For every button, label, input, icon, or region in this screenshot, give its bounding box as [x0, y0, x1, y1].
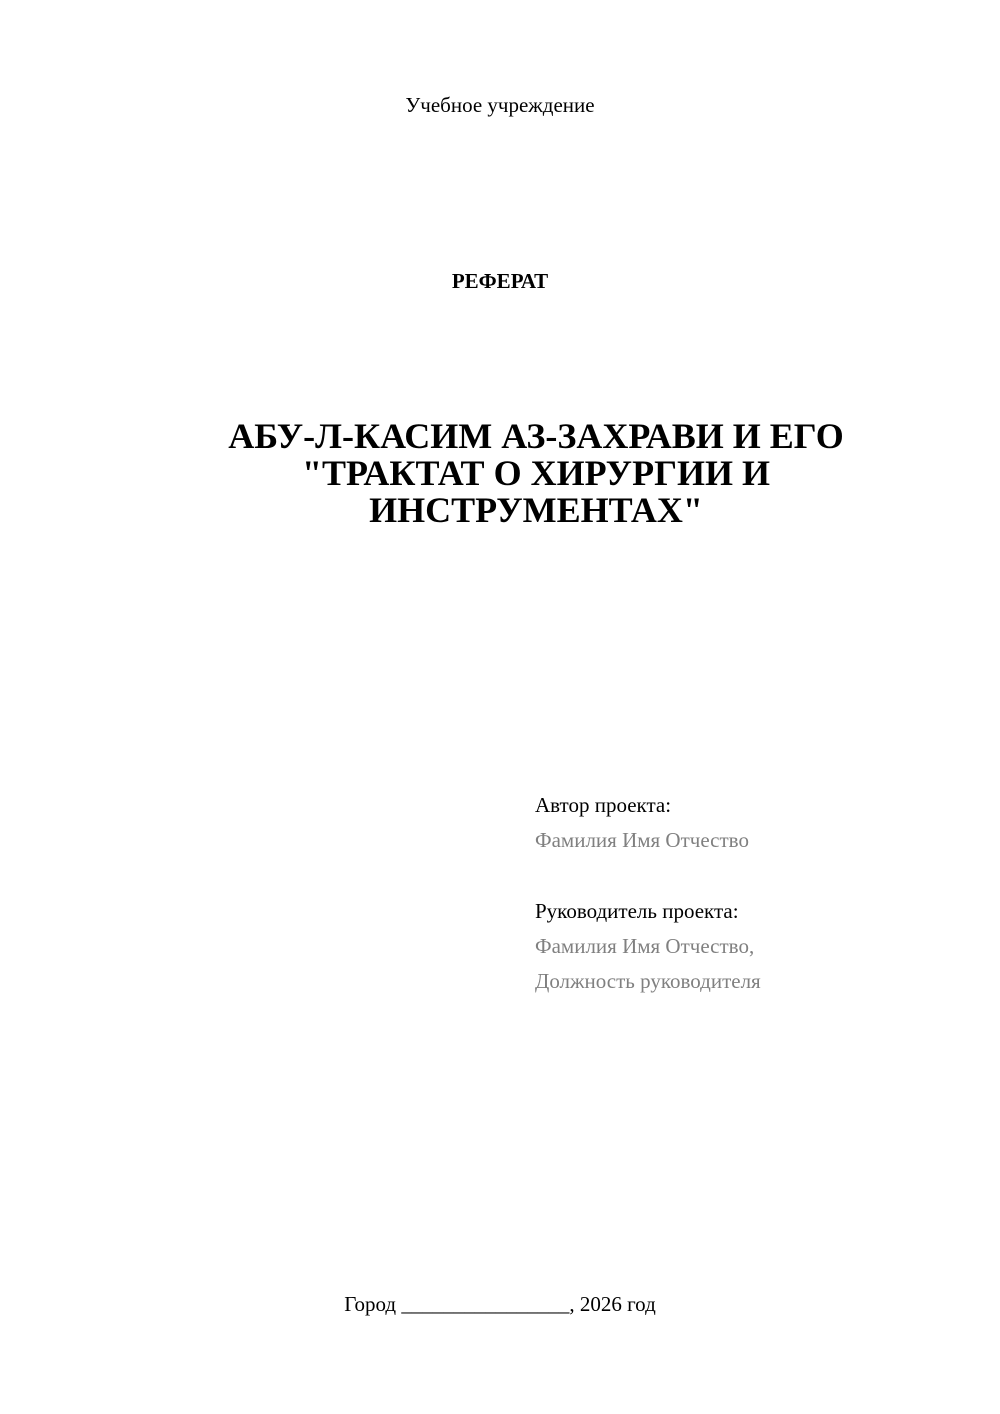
title-line: ИНСТРУМЕНТАХ" [369, 490, 703, 530]
title-line: АБУ-Л-КАСИМ АЗ-ЗАХРАВИ И ЕГО [228, 416, 844, 456]
document-title [196, 418, 876, 529]
supervisor-name: Фамилия Имя Отчество, [535, 934, 755, 958]
author-name: Фамилия Имя Отчество [535, 828, 749, 852]
city-year-line: Город ________________, 2026 год [344, 1292, 656, 1316]
institution-name: Учебное учреждение [405, 93, 595, 117]
supervisor-position: Должность руководителя [535, 969, 761, 993]
supervisor-label: Руководитель проекта: [535, 899, 739, 923]
title-line: "ТРАКТАТ О ХИРУРГИИ И [302, 453, 770, 493]
document-type: РЕФЕРАТ [451, 269, 549, 293]
author-label: Автор проекта: [535, 793, 672, 817]
project-info [535, 788, 975, 999]
info-spacer [535, 858, 975, 894]
